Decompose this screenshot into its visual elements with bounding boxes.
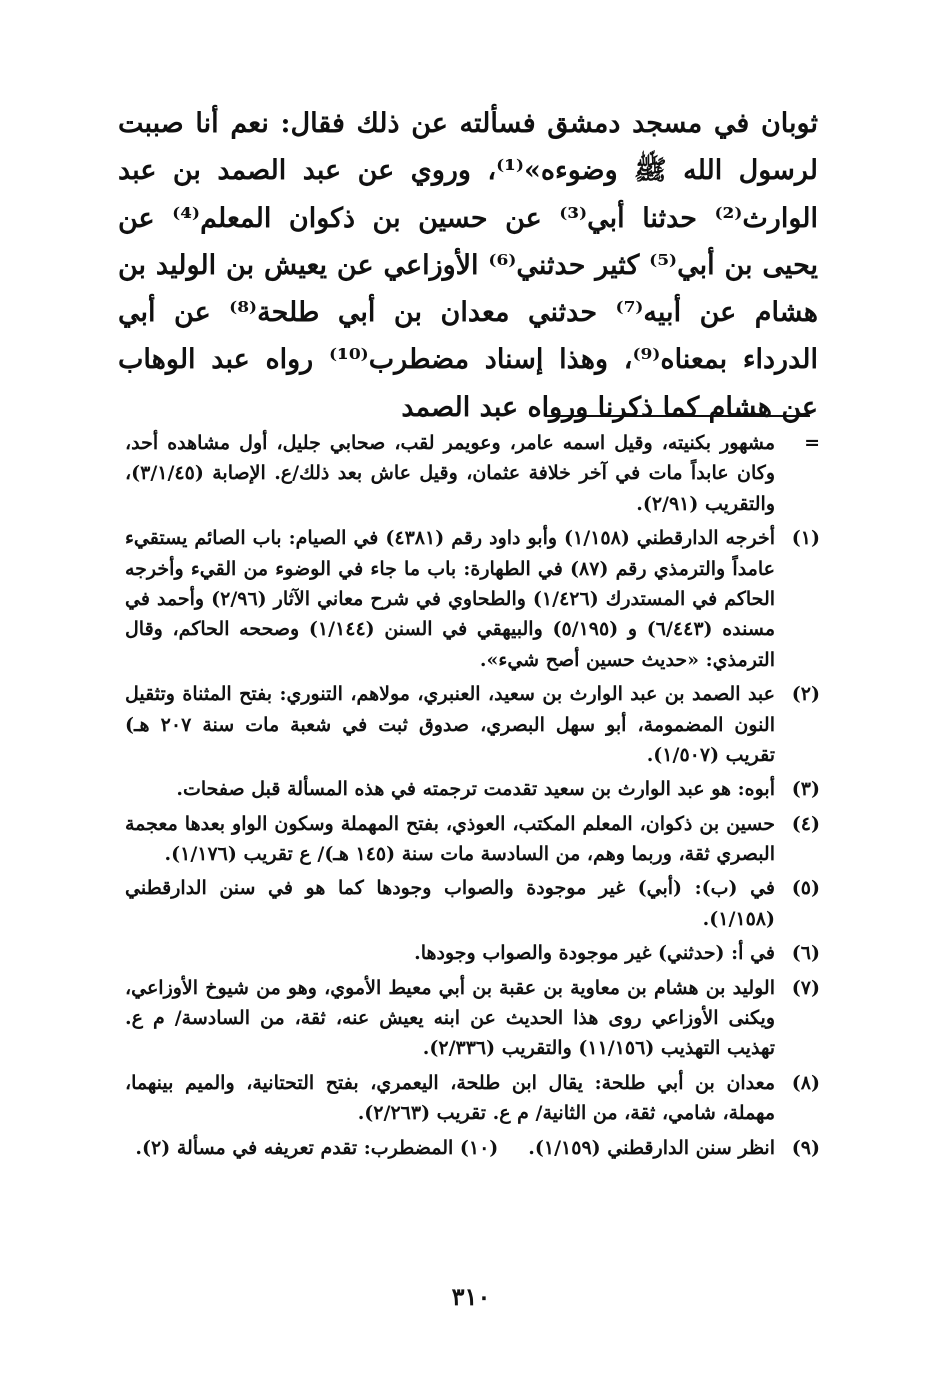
footnote-item (125, 809, 820, 870)
footnote-number: (٢) (791, 683, 820, 706)
footnotes-section (125, 428, 820, 1167)
footnote-number: (٥) (791, 877, 820, 900)
footnote-number: (٦) (791, 942, 820, 965)
footnote-text: معدان بن أبي طلحة: يقال ابن طلحة، اليعمري، بفتح التحتانية، والميم بينهما، مهملة، شامي، ثقة، من الثانية/ م ع. تقريب (٢/٢٦٣). (125, 1071, 775, 1125)
footnote-item (125, 679, 820, 770)
footnote-number: (٧) (791, 976, 820, 999)
footnote-number: = (804, 432, 820, 454)
footnote-text: مشهور بكنيته، وقيل اسمه عامر، وعويمر لقب، صحابي جليل، أول مشاهده أحد، وكان عابداً مات في آخر خلافة عثمان، وقيل عاش بعد ذلك/ع. الإصابة (٣/١/٤٥)، والتقريب (٢/٩١). (125, 432, 775, 515)
footnote-item-combined (125, 1133, 820, 1163)
footnote-number: (٩) (791, 1136, 820, 1159)
footnote-text: حسين بن ذكوان، المعلم المكتب، العوذي، بفتح المهملة وسكون الواو بعدها معجمة البصري ثقة، وربما وهم، من السادسة مات سنة (١٤٥ هـ)/ ع تقريب (١/١٧٦). (125, 812, 775, 866)
page-number: ٣١٠ (451, 1282, 491, 1311)
footnote-number: (١) (791, 527, 820, 550)
footnote-text: أخرجه الدارقطني (١/١٥٨) وأبو داود رقم (٤٣٨١) في الصيام: باب الصائم يستقيء عامداً والترمذي رقم (٨٧) في الطهارة: باب ما جاء في الوضوء من القيء وأخرجه الحاكم في المستدرك (١/٤٢٦) والطحاوي في شرح معاني الآثار (٢/٩٦) وأحمد في مسنده (٦/٤٤٣) و (٥/١٩٥) والبيهقي في السنن (١/١٤٤) وصححه الحاكم، وقال الترمذي: «حديث حسين أصح شيء». (125, 527, 776, 671)
footnote-combined-line (135, 1133, 775, 1163)
footnote-text: الوليد بن هشام بن معاوية بن عقبة بن أبي معيط الأموي، وهو من شيوخ الأوزاعي، ويكنى الأوزاعي روى هذا الحديث عن ابنه يعيش عنه، ثقة، من السادسة/ م ع. تهذيب التهذيب (١١/١٥٦) والتقريب (٢/٣٣٦). (125, 976, 775, 1060)
footnote-item (125, 774, 820, 804)
body-paragraph: ثوبان في مسجد دمشق فسألته عن ذلك فقال: نعم أنا صببت لرسول الله ﷺ وضوءه»⁽¹⁾، وروي عن عبد الصمد بن عبد الوارث⁽²⁾ حدثنا أبي⁽³⁾ عن حسين بن ذكوان المعلم⁽⁴⁾ عن يحيى بن أبي⁽⁵⁾ كثير حدثني⁽⁶⁾ الأوزاعي عن يعيش بن الوليد بن هشام عن أبيه⁽⁷⁾ حدثني معدان بن أبي طلحة⁽⁸⁾ عن أبي الدرداء بمعناه⁽⁹⁾، وهذا إسناد مضطرب⁽¹⁰⁾ رواه عبد الوهاب عن هشام كما ذكرنا ورواه عبد الصمد (118, 108, 819, 423)
footnote-text: (١٠) المضطرب: تقدم تعريفه في مسألة (٢). (135, 1136, 499, 1159)
footnote-text: في أ: (حدثني) غير موجودة والصواب وجودها. (414, 942, 775, 965)
footnote-divider (545, 415, 810, 417)
footnote-text: انظر سنن الدارقطني (١/١٥٩). (528, 1136, 775, 1159)
footnote-number: (٣) (791, 778, 820, 801)
footnote-item (125, 873, 820, 934)
footnote-item (125, 973, 820, 1064)
footnote-item (125, 938, 820, 968)
footnote-text: أبوه: هو عبد الوارث بن سعيد تقدمت ترجمته في هذه المسألة قبل صفحات. (176, 778, 775, 801)
footnote-number: (٤) (791, 812, 820, 835)
footnote-item (125, 1068, 820, 1129)
footnote-item (125, 523, 820, 675)
footnote-number: (٨) (791, 1071, 820, 1094)
main-text-block (118, 100, 818, 431)
footnote-item (125, 428, 820, 519)
footnote-text: في (ب): (أبي) غير موجودة والصواب وجودها كما هو في سنن الدارقطني (١/١٥٨). (125, 877, 775, 930)
footnote-text: عبد الصمد بن عبد الوارث بن سعيد، العنبري، مولاهم، التنوري: بفتح المثناة وتثقيل النون المضمومة، أبو سهل البصري، صدوق ثبت في شعبة مات سنة ٢٠٧ هـ) تقريب (١/٥٠٧). (125, 683, 775, 766)
